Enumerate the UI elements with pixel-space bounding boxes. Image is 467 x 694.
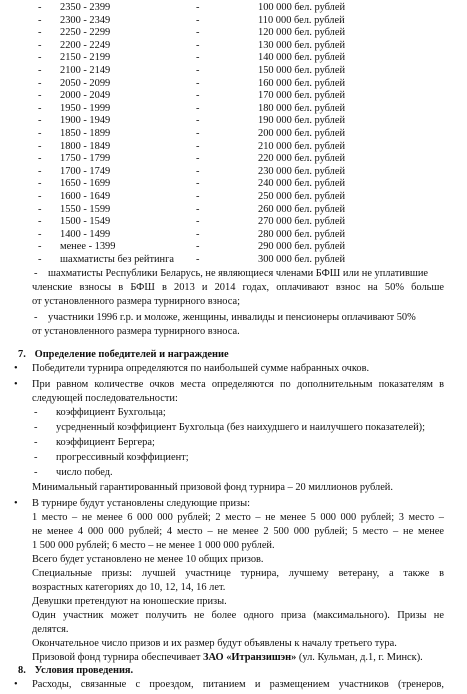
rating-range: 2150 - 2199	[60, 52, 111, 64]
rating-range: 1850 - 1899	[60, 128, 111, 139]
row-dash: -	[196, 254, 200, 265]
prize-fund-sponsor: Призовой фонд турнира обеспечивает ЗАО «Итранзишэн» (ул. Кульман, д.1, г. Минск).	[32, 652, 423, 663]
rating-range: 1600 - 1649	[60, 191, 111, 202]
row-dash: -	[196, 228, 200, 240]
rating-range: 2050 - 2099	[60, 77, 111, 89]
row-dash: -	[38, 191, 42, 202]
note-belarus-line3: от установленного размера турнирного взноса;	[32, 296, 240, 307]
row-dash: -	[196, 77, 200, 89]
list-dash: -	[34, 452, 38, 463]
one-prize-line1: Один участник может получить не более одного приза (максимального). Призы не	[32, 610, 444, 621]
fee-amount: 130 000 бел. рублей	[258, 39, 346, 51]
fee-amount: 100 000 бел. рублей	[258, 2, 346, 13]
prizes-line3: 1 500 000 рублей; 6 место – не менее 1 000 000 рублей.	[32, 540, 275, 551]
row-dash: -	[196, 27, 200, 39]
tiebreak-label: коэффициент Бухгольца;	[56, 407, 166, 418]
rating-range: 2200 - 2249	[60, 39, 111, 51]
fee-amount: 200 000 бел. рублей	[258, 128, 346, 139]
fee-amount: 110 000 бел. рублей	[258, 14, 345, 26]
row-dash: -	[38, 140, 42, 152]
list-dash: -	[34, 437, 38, 448]
note-youth-line1: участники 1996 г.р. и моложе, женщины, инвалиды и пенсионеры оплачивают 50%	[48, 312, 416, 323]
row-dash: -	[196, 128, 200, 139]
fee-amount: 300 000 бел. рублей	[258, 254, 346, 265]
fee-amount: 260 000 бел. рублей	[258, 203, 346, 215]
row-dash: -	[38, 203, 42, 215]
rating-range: 1550 - 1599	[60, 203, 111, 215]
fee-amount: 190 000 бел. рублей	[258, 115, 346, 127]
note-belarus-line1: шахматисты Республики Беларусь, не являющиеся членами БФШ или не уплатившие	[48, 268, 429, 279]
rating-range: 2100 - 2149	[60, 65, 111, 76]
s7-bullet-2-line2: следующей последовательности:	[32, 393, 178, 404]
fee-amount: 280 000 бел. рублей	[258, 228, 346, 240]
rating-range: 1950 - 1999	[60, 102, 111, 114]
row-dash: -	[196, 203, 200, 215]
row-dash: -	[196, 241, 200, 253]
rating-range: 1800 - 1849	[60, 140, 111, 152]
row-dash: -	[196, 178, 200, 190]
row-dash: -	[38, 178, 42, 190]
tiebreak-label: усредненный коэффициент Бухгольца (без наихудшего и наилучшего показателей);	[56, 422, 425, 433]
list-dash: -	[34, 422, 38, 433]
row-dash: -	[196, 52, 200, 64]
fee-amount: 120 000 бел. рублей	[258, 27, 346, 39]
rating-range: менее - 1399	[60, 241, 116, 253]
row-dash: -	[38, 14, 42, 26]
fee-amount: 140 000 бел. рублей	[258, 52, 346, 64]
row-dash: -	[38, 90, 42, 102]
row-dash: -	[196, 165, 200, 177]
rating-range: шахматисты без рейтинга	[60, 254, 174, 265]
rating-range: 2250 - 2299	[60, 27, 111, 39]
row-dash: -	[38, 241, 42, 253]
fee-amount: 240 000 бел. рублей	[258, 178, 346, 190]
row-dash: -	[38, 52, 42, 64]
fee-amount: 210 000 бел. рублей	[258, 140, 346, 152]
fee-amount: 230 000 бел. рублей	[258, 165, 346, 177]
row-dash: -	[196, 140, 200, 152]
row-dash: -	[38, 115, 42, 127]
girls-note: Девушки претендуют на юношеские призы.	[32, 596, 227, 607]
rating-range: 1500 - 1549	[60, 216, 111, 228]
rating-range: 2000 - 2049	[60, 90, 111, 102]
row-dash: -	[38, 65, 42, 76]
fee-amount: 170 000 бел. рублей	[258, 90, 346, 102]
fee-amount: 180 000 бел. рублей	[258, 102, 346, 114]
fee-amount: 220 000 бел. рублей	[258, 153, 346, 165]
prizes-line2: не менее 4 000 000 рублей; 4 место – не менее 2 500 000 рублей; 5 место – не менее	[32, 526, 444, 537]
min-prize-fund: Минимальный гарантированный призовой фонд турнира – 20 миллионов рублей.	[32, 482, 393, 493]
row-dash: -	[196, 2, 200, 13]
row-dash: -	[196, 102, 200, 114]
tiebreak-label: число побед.	[56, 467, 113, 478]
rating-range: 1750 - 1799	[60, 153, 111, 165]
row-dash: -	[38, 254, 42, 265]
rating-range: 1700 - 1749	[60, 165, 111, 177]
total-prizes: Всего будет установлено не менее 10 общих призов.	[32, 554, 264, 565]
prizes-line1: 1 место – не менее 6 000 000 рублей; 2 место – не менее 5 000 000 рублей; 3 место –	[32, 512, 444, 523]
list-dash: -	[34, 467, 38, 478]
rating-range: 2300 - 2349	[60, 14, 111, 26]
fee-amount: 250 000 бел. рублей	[258, 191, 346, 202]
section7-heading	[18, 348, 229, 362]
note-belarus-line2: членские взносы в БФШ в 2013 и 2014 годах, оплачивают взнос на 50% больше	[32, 282, 444, 293]
rating-range: 1900 - 1949	[60, 115, 111, 127]
row-dash: -	[196, 39, 200, 51]
fee-amount: 290 000 бел. рублей	[258, 241, 346, 253]
row-dash: -	[196, 153, 200, 165]
section8-number: 8.	[18, 665, 26, 676]
row-dash: -	[196, 191, 200, 202]
row-dash: -	[38, 2, 42, 13]
row-dash: -	[196, 14, 200, 26]
row-dash: -	[196, 115, 200, 127]
row-dash: -	[38, 39, 42, 51]
row-dash: -	[196, 216, 200, 228]
note-youth-line2: от установленного размера турнирного взноса.	[32, 326, 240, 337]
special-prizes-line2: возрастных категориях до 10, 12, 14, 16 лет.	[32, 582, 226, 593]
one-prize-line2: делятся.	[32, 624, 69, 635]
tiebreak-label: прогрессивный коэффициент;	[56, 452, 189, 463]
rating-range: 1400 - 1499	[60, 228, 111, 240]
section7-number: 7.	[18, 349, 26, 360]
row-dash: -	[38, 228, 42, 240]
tiebreak-label: коэффициент Бергера;	[56, 437, 155, 448]
final-prizes-note: Окончательное число призов и их размер будут объявлены к началу третьего тура.	[32, 638, 397, 649]
row-dash: -	[196, 90, 200, 102]
row-dash: -	[38, 27, 42, 39]
section8-heading	[18, 664, 133, 678]
list-dash: -	[34, 407, 38, 418]
row-dash: -	[196, 65, 200, 76]
fee-amount: 150 000 бел. рублей	[258, 65, 346, 76]
section7-title: Определение победителей и награждение	[34, 349, 229, 360]
row-dash: -	[38, 102, 42, 114]
rating-range: 2350 - 2399	[60, 2, 111, 13]
fee-amount: 160 000 бел. рублей	[258, 77, 346, 89]
section8-title: Условия проведения.	[34, 665, 134, 676]
row-dash: -	[38, 216, 42, 228]
special-prizes-line1: Специальные призы: лучшей участнице турнира, лучшему ветерану, а также в	[32, 568, 444, 579]
rating-range: 1650 - 1699	[60, 178, 111, 190]
row-dash: -	[38, 77, 42, 89]
row-dash: -	[38, 165, 42, 177]
row-dash: -	[38, 128, 42, 139]
fee-amount: 270 000 бел. рублей	[258, 216, 346, 228]
row-dash: -	[38, 153, 42, 165]
sponsor-name: ЗАО «Итранзишэн»	[203, 652, 297, 663]
